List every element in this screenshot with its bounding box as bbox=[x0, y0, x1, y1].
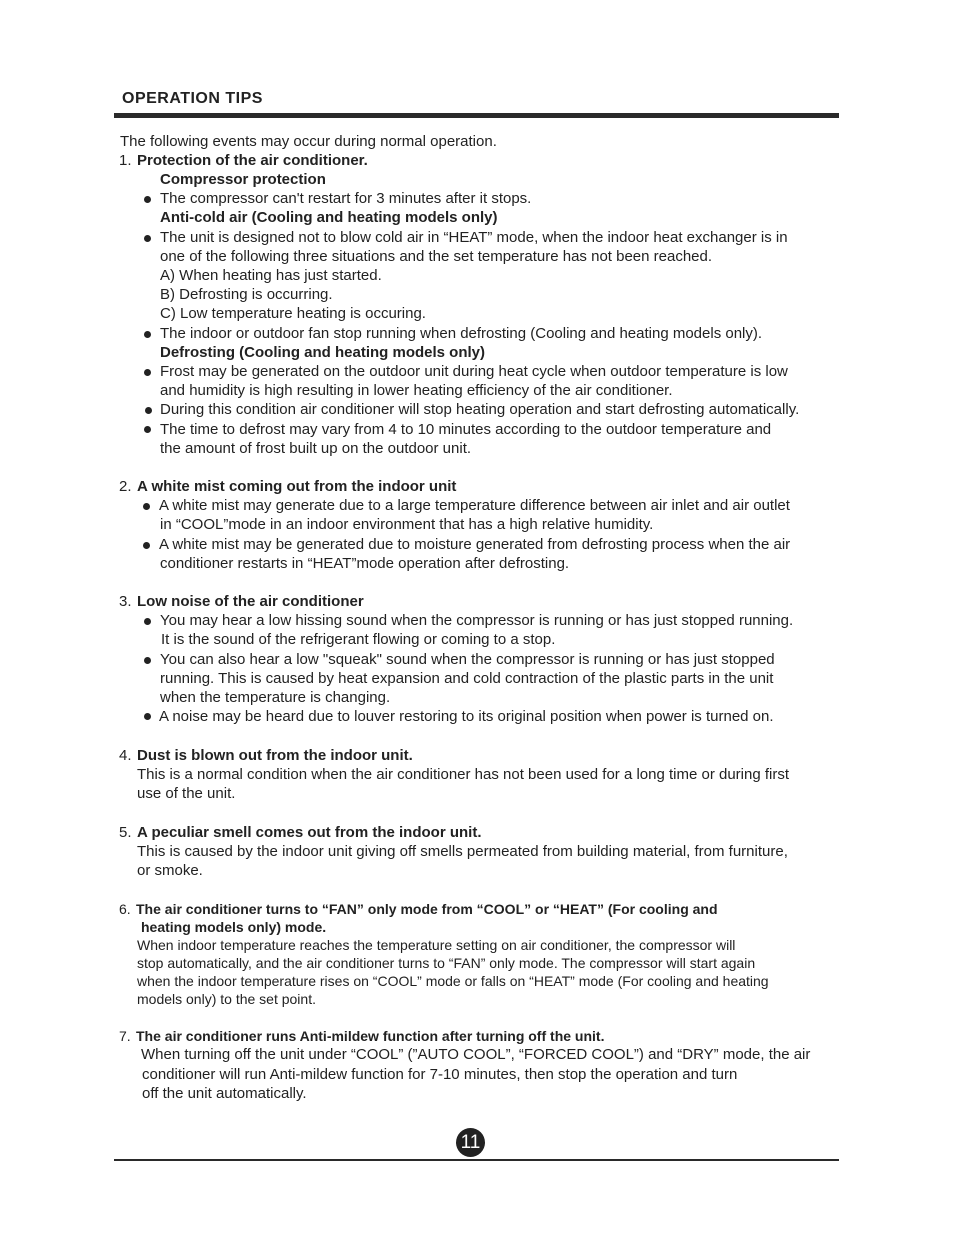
bullet-text: and humidity is high resulting in lower heating efficiency of the air conditioner. bbox=[160, 382, 673, 399]
body-text: or smoke. bbox=[137, 862, 203, 879]
bullet-text: A white mist may be generated due to moisture generated from defrosting process when the air bbox=[159, 536, 791, 553]
bullet-icon bbox=[144, 426, 151, 433]
page-title: OPERATION TIPS bbox=[122, 90, 263, 107]
section-title: The air conditioner turns to “FAN” only mode from “COOL” or “HEAT” (For cooling and bbox=[136, 901, 718, 917]
bullet-icon bbox=[144, 369, 151, 376]
subheading: Defrosting (Cooling and heating models only) bbox=[160, 344, 485, 361]
subheading: Compressor protection bbox=[160, 171, 326, 188]
body-text: When turning off the unit under “COOL” (”AUTO COOL”, “FORCED COOL”) and “DRY” mode, the air bbox=[141, 1046, 811, 1063]
section-number: 2. bbox=[119, 478, 132, 495]
body-text: stop automatically, and the air conditioner turns to “FAN” only mode. The compressor will start again bbox=[137, 955, 756, 971]
section-number: 4. bbox=[119, 747, 132, 764]
body-text: This is a normal condition when the air conditioner has not been used for a long time or during first bbox=[137, 766, 790, 783]
body-text: This is caused by the indoor unit giving off smells permeated from building material, from furniture, bbox=[137, 843, 788, 860]
bullet-text: The time to defrost may vary from 4 to 10 minutes according to the outdoor temperature and bbox=[160, 421, 772, 438]
page-number: 11 bbox=[456, 1128, 485, 1157]
intro-text: The following events may occur during normal operation. bbox=[120, 133, 497, 150]
body-text: When indoor temperature reaches the temperature setting on air conditioner, the compressor will bbox=[137, 937, 736, 953]
bullet-icon bbox=[144, 331, 151, 338]
bullet-text: Frost may be generated on the outdoor unit during heat cycle when outdoor temperature is low bbox=[160, 363, 788, 380]
bullet-text: running. This is caused by heat expansion and cold contraction of the plastic parts in the unit bbox=[160, 670, 774, 687]
list-item: A) When heating has just started. bbox=[160, 267, 382, 284]
bullet-text: conditioner restarts in “HEAT”mode operation after defrosting. bbox=[160, 555, 570, 572]
bullet-text: one of the following three situations and the set temperature has not been reached. bbox=[160, 248, 713, 265]
body-text: conditioner will run Anti-mildew function for 7-10 minutes, then stop the operation and turn bbox=[142, 1066, 738, 1083]
list-item: B) Defrosting is occurring. bbox=[160, 286, 333, 303]
bullet-icon bbox=[144, 713, 151, 720]
bullet-text: During this condition air conditioner will stop heating operation and start defrosting automatically. bbox=[160, 401, 800, 418]
bullet-icon bbox=[143, 503, 150, 510]
bullet-text: The unit is designed not to blow cold air in “HEAT” mode, when the indoor heat exchanger is in bbox=[160, 229, 788, 246]
section-number: 7. bbox=[119, 1028, 131, 1044]
bullet-text: in “COOL”mode in an indoor environment that has a high relative humidity. bbox=[160, 516, 654, 533]
section-number: 3. bbox=[119, 593, 132, 610]
bullet-icon bbox=[143, 542, 150, 549]
bullet-text: The compressor can't restart for 3 minutes after it stops. bbox=[160, 190, 532, 207]
body-text: when the indoor temperature rises on “COOL” mode or falls on “HEAT” mode (For cooling and heating bbox=[137, 973, 769, 989]
bullet-text: A white mist may generate due to a large temperature difference between air inlet and air outlet bbox=[159, 497, 790, 514]
section-title: heating models only) mode. bbox=[141, 919, 327, 935]
body-text: models only) to the set point. bbox=[137, 991, 316, 1007]
bullet-icon bbox=[144, 196, 151, 203]
section-number: 6. bbox=[119, 901, 131, 917]
bullet-text: You may hear a low hissing sound when the compressor is running or has just stopped running. bbox=[160, 612, 794, 629]
bullet-icon bbox=[145, 407, 152, 414]
bullet-text: A noise may be heard due to louver restoring to its original position when power is turned on. bbox=[159, 708, 774, 725]
section-title: A peculiar smell comes out from the indoor unit. bbox=[137, 824, 482, 841]
bullet-icon bbox=[144, 657, 151, 664]
section-title: The air conditioner runs Anti-mildew function after turning off the unit. bbox=[136, 1028, 605, 1044]
section-number: 1. bbox=[119, 152, 132, 169]
section-title: Protection of the air conditioner. bbox=[137, 152, 368, 169]
bullet-icon bbox=[144, 235, 151, 242]
section-title: Dust is blown out from the indoor unit. bbox=[137, 747, 413, 764]
bullet-icon bbox=[144, 618, 151, 625]
title-rule bbox=[114, 113, 839, 118]
bullet-text: It is the sound of the refrigerant flowing or coming to a stop. bbox=[161, 631, 556, 648]
bullet-text: the amount of frost built up on the outdoor unit. bbox=[160, 440, 472, 457]
section-title: A white mist coming out from the indoor unit bbox=[137, 478, 457, 495]
footer-rule bbox=[114, 1159, 839, 1161]
subheading: Anti-cold air (Cooling and heating models only) bbox=[160, 209, 498, 226]
body-text: off the unit automatically. bbox=[142, 1085, 307, 1102]
bullet-text: The indoor or outdoor fan stop running when defrosting (Cooling and heating models only). bbox=[160, 325, 763, 342]
body-text: use of the unit. bbox=[137, 785, 236, 802]
bullet-text: You can also hear a low "squeak" sound when the compressor is running or has just stopped bbox=[160, 651, 775, 668]
bullet-text: when the temperature is changing. bbox=[160, 689, 391, 706]
section-number: 5. bbox=[119, 824, 132, 841]
list-item: C) Low temperature heating is occuring. bbox=[160, 305, 426, 322]
section-title: Low noise of the air conditioner bbox=[137, 593, 364, 610]
